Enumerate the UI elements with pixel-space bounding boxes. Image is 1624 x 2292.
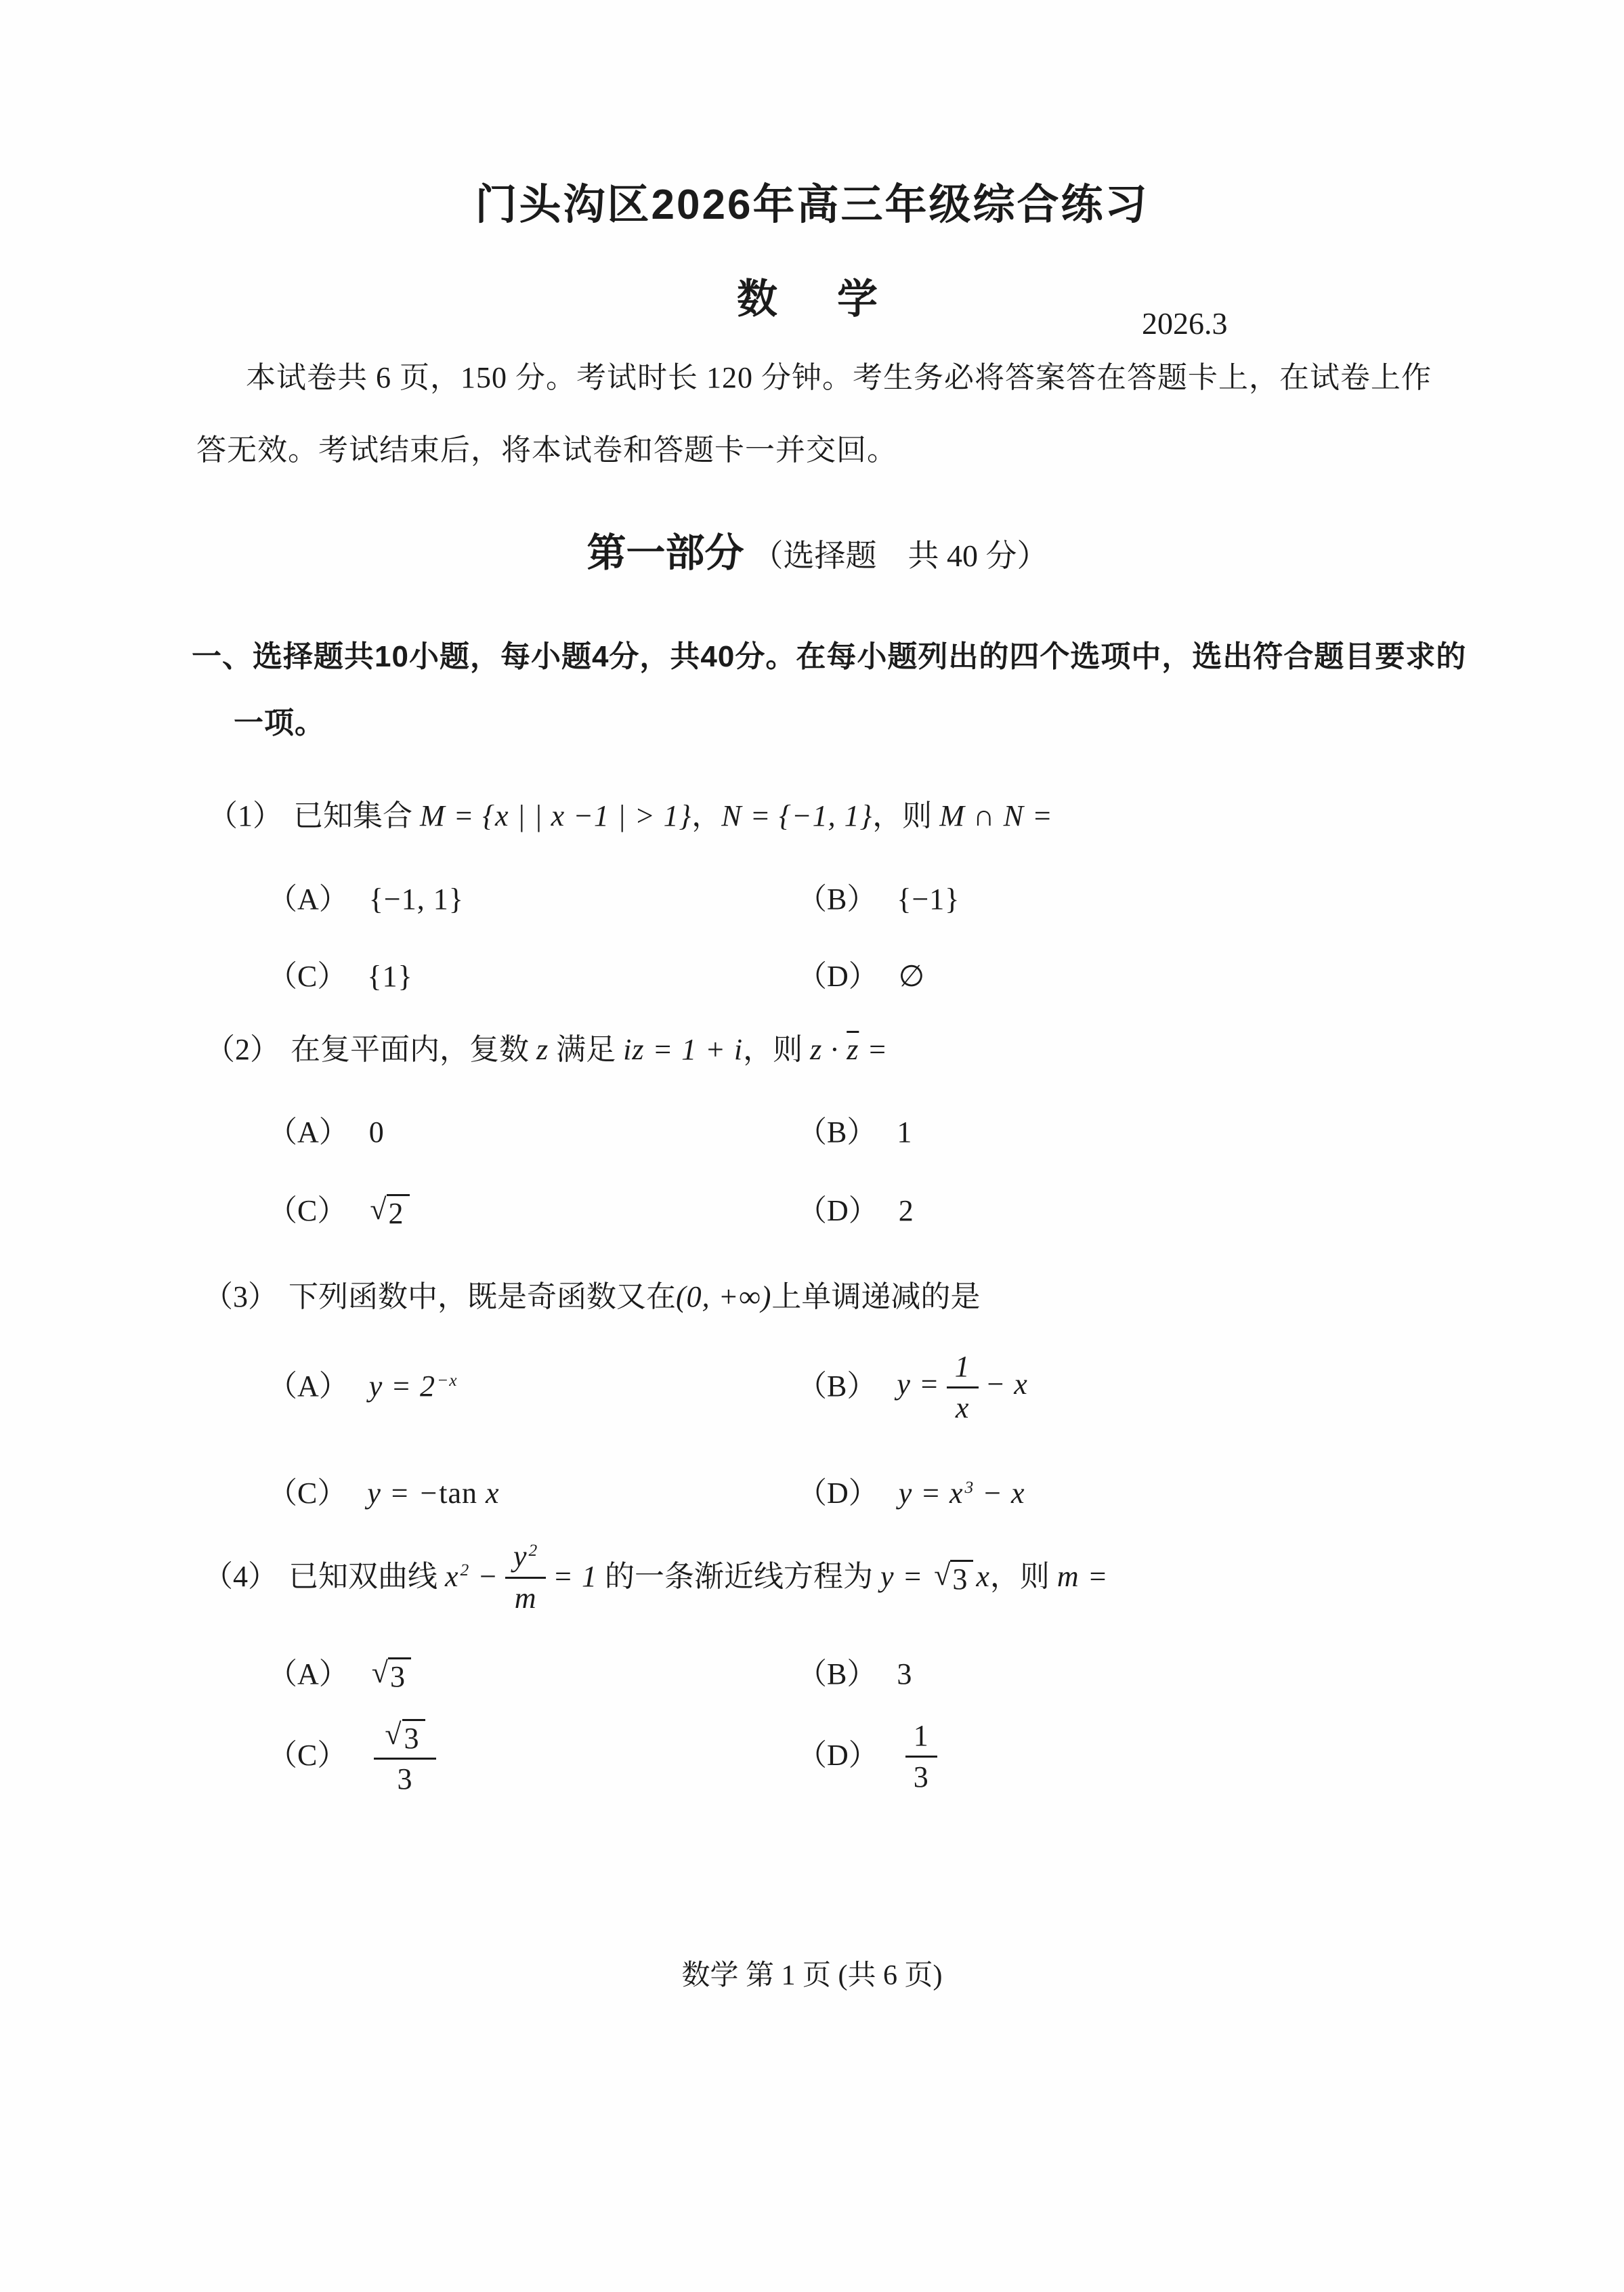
fraction <box>374 1717 435 1795</box>
option-label: （D） <box>797 1193 878 1227</box>
math-expression: = <box>859 1032 889 1066</box>
option-label: （B） <box>797 1115 877 1149</box>
math-expression: x <box>976 1559 990 1593</box>
page-footer: 数学 第 1 页 (共 6 页) <box>681 1960 943 1991</box>
math-expression: M = {x | | x −1 | > 1} <box>420 799 692 832</box>
option-label: （D） <box>797 1477 878 1510</box>
stem-text: 已知双曲线 <box>289 1559 445 1593</box>
option-label: （D） <box>797 1739 878 1773</box>
sqrt-expression <box>370 1194 409 1229</box>
exponent: 3 <box>964 1477 975 1497</box>
question-2-option-C <box>268 1177 412 1245</box>
stem-text: 的一条渐近线方程为 <box>597 1559 880 1593</box>
option-label: （C） <box>268 1739 347 1773</box>
fraction-numerator: 1 <box>905 1719 937 1758</box>
math-expression: iz = 1 + i <box>623 1032 744 1066</box>
option-value: $y = 2^{-x}$ <box>368 1370 458 1403</box>
option-value: y = −tan x <box>367 1477 500 1510</box>
stem-text: ，则 <box>989 1559 1057 1593</box>
math-expression: = 1 <box>553 1559 597 1593</box>
question-4-option-D <box>797 1703 944 1808</box>
radicand: 3 <box>950 1560 973 1594</box>
fraction-denominator: 3 <box>397 1762 413 1796</box>
question-4-option-A <box>268 1639 414 1710</box>
section-subtitle: （选择题 共 40 分） <box>752 538 1048 573</box>
option-label: （C） <box>268 1477 347 1510</box>
stem-text: ，则 <box>743 1032 811 1066</box>
mc-instructions-line-1: 一、选择题共10小题，每小题4分，共40分。在每小题列出的四个选项中，选出符合题目要求的 <box>192 640 1467 673</box>
fraction <box>905 1719 937 1793</box>
question-4-option-C <box>268 1703 443 1808</box>
radical-sign: √ <box>371 1656 388 1689</box>
option-label: （D） <box>797 959 878 993</box>
sqrt-expression <box>934 1560 973 1594</box>
fraction-numerator: $y^2$ <box>505 1540 546 1578</box>
radicand: 3 <box>388 1657 411 1692</box>
stem-text: 在复平面内，复数 <box>291 1032 536 1066</box>
question-3-option-D <box>797 1462 1025 1526</box>
fraction <box>947 1350 979 1424</box>
radical-sign: √ <box>934 1558 951 1592</box>
conjugate-z-expression: $\overline{z}$ <box>847 1032 859 1066</box>
fraction-denominator: x <box>955 1391 970 1424</box>
question-2-stem <box>205 1019 888 1080</box>
mc-instructions-line-2: 一项。 <box>234 706 325 740</box>
stem-text: 上单调递减的是 <box>771 1279 981 1313</box>
question-3-option-A <box>268 1344 458 1429</box>
sqrt-expression <box>372 1657 411 1692</box>
math-expression: y = <box>880 1559 932 1593</box>
option-value: 3 <box>897 1657 913 1691</box>
question-1-option-C <box>268 946 413 1007</box>
stem-text: ，则 <box>872 799 940 832</box>
question-2-option-B <box>797 1102 912 1163</box>
math-expression: N = {−1, 1} <box>721 799 873 832</box>
option-value: ∅ <box>898 959 926 993</box>
fraction-denominator: 3 <box>913 1760 929 1794</box>
question-3-stem <box>203 1267 980 1328</box>
sqrt-expression <box>385 1719 425 1754</box>
question-1-option-A <box>268 869 464 930</box>
question-1-option-B <box>797 869 960 930</box>
option-label: （B） <box>797 1657 877 1691</box>
option-value: 1 <box>897 1115 913 1149</box>
option-label: （C） <box>268 1193 347 1227</box>
question-1-number: （1） <box>208 799 282 832</box>
question-2-option-D <box>797 1177 914 1245</box>
subject-title: 数 学 <box>737 276 887 322</box>
math-expression: $x^2$ − <box>445 1559 498 1593</box>
option-value: {−1, 1} <box>368 882 464 916</box>
stem-text: 已知集合 <box>293 799 420 832</box>
question-3-option-B <box>797 1344 1028 1429</box>
question-3-number: （3） <box>203 1279 278 1313</box>
notice-line-1: 本试卷共 6 页，150 分。考试时长 120 分钟。考生务必将答案答在答题卡上，在试卷上作 <box>246 361 1432 394</box>
math-expression: z · <box>810 1032 847 1066</box>
exam-title: 门头沟区2026年高三年级综合练习 <box>475 182 1149 228</box>
option-value: $y = x^3 - x$ <box>898 1477 1025 1510</box>
question-4-option-B <box>797 1639 912 1710</box>
exam-date: 2026.3 <box>1142 306 1228 341</box>
radical-sign: √ <box>370 1192 387 1226</box>
fraction-numerator: 1 <box>947 1350 979 1388</box>
option-value: 0 <box>368 1115 385 1149</box>
math-expression: m = <box>1056 1559 1109 1593</box>
stem-text: ， <box>691 799 722 832</box>
radical-sign: √ <box>385 1717 402 1751</box>
question-4-stem <box>203 1529 1108 1624</box>
question-1-option-D <box>797 946 925 1007</box>
question-2-option-A <box>268 1102 385 1163</box>
question-1-stem <box>208 786 1053 847</box>
fraction <box>505 1540 546 1613</box>
option-label: （C） <box>268 959 347 993</box>
stem-text: 下列函数中，既是奇函数又在 <box>289 1279 676 1313</box>
option-label: （A） <box>268 882 349 916</box>
option-label: （A） <box>268 1115 349 1149</box>
notice-line-2: 答无效。考试结束后，将本试卷和答题卡一并交回。 <box>196 433 897 467</box>
question-4-number: （4） <box>203 1559 278 1593</box>
section-title: 第一部分 <box>586 531 744 575</box>
math-expression: (0, +∞) <box>676 1279 772 1313</box>
option-label: （A） <box>268 1657 349 1691</box>
option-value: y = $\frac{1}{x}$ − x <box>897 1349 1028 1424</box>
option-label: （B） <box>797 1370 877 1403</box>
option-value: {1} <box>367 959 413 993</box>
option-value: 2 <box>898 1193 914 1227</box>
question-3-option-C <box>268 1462 500 1526</box>
fraction-denominator: m <box>514 1581 537 1615</box>
exponent: −x <box>437 1370 458 1390</box>
option-value: {−1} <box>897 882 960 916</box>
option-label: （A） <box>268 1370 349 1403</box>
radicand: 2 <box>387 1194 410 1229</box>
exponent: 2 <box>528 1540 538 1560</box>
question-2-number: （2） <box>205 1032 280 1066</box>
fraction-numerator <box>374 1717 435 1760</box>
radicand: 3 <box>402 1719 425 1754</box>
exponent: 2 <box>460 1560 470 1580</box>
math-expression: z <box>536 1032 549 1066</box>
stem-text: 满足 <box>549 1032 624 1066</box>
section-heading <box>0 523 1624 584</box>
option-label: （B） <box>797 882 877 916</box>
function-name: tan <box>439 1477 478 1510</box>
math-expression: M ∩ N = <box>939 799 1053 832</box>
